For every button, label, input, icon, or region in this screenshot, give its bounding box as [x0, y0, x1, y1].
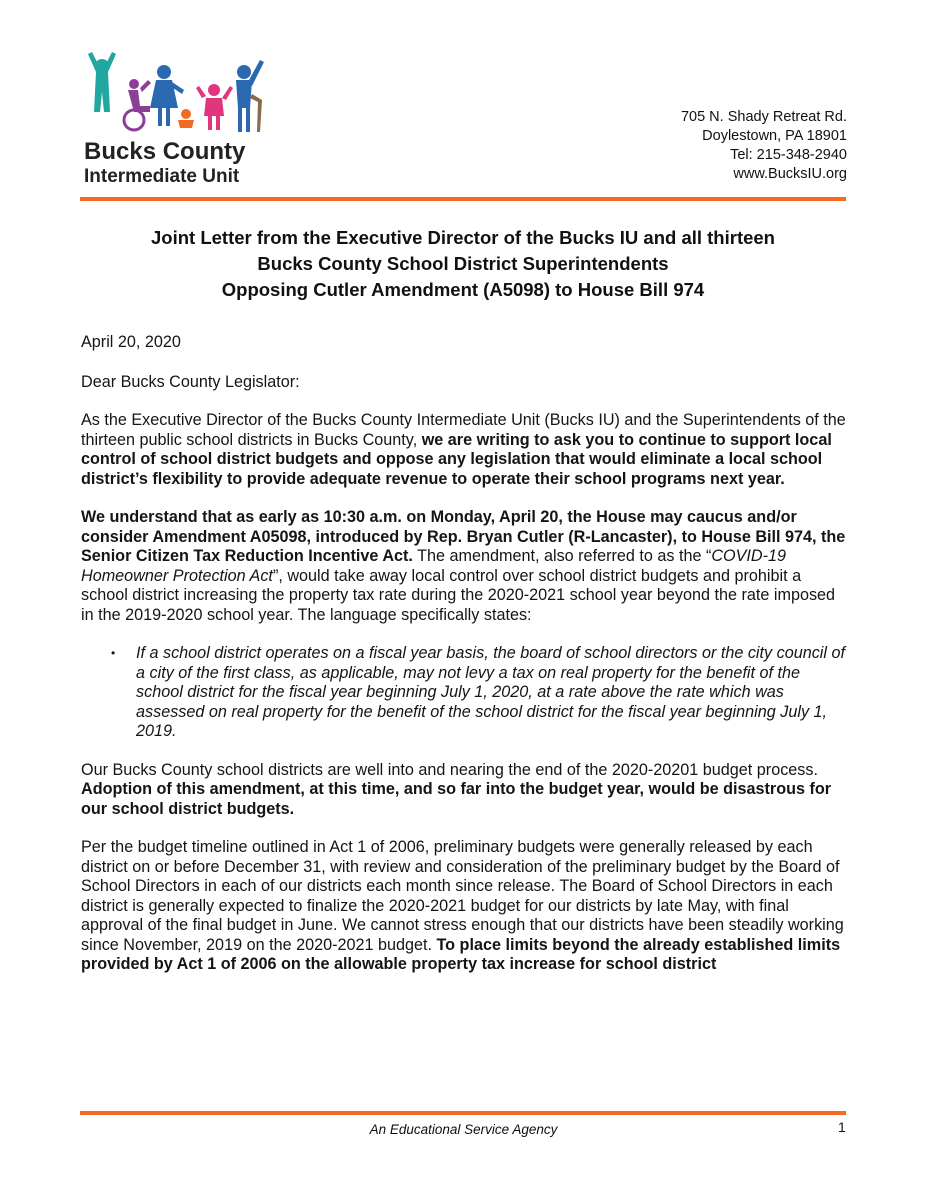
paragraph-3: Our Bucks County school districts are well into and nearing the end of the 2020-20201 budget process. Adoption of this amendment, at this time, and so far into the budget year, would be disastrous for our school district budgets.	[81, 760, 832, 818]
title-line-3: Opposing Cutler Amendment (A5098) to House Bill 974	[221, 279, 705, 300]
address-street: 705 N. Shady Retreat Rd.	[680, 109, 847, 125]
letter-title	[80, 225, 846, 303]
address-block	[681, 108, 847, 184]
title-line-2: Bucks County School District Superintendents	[257, 253, 669, 274]
bullet-icon: •	[111, 646, 116, 660]
paragraph-1: As the Executive Director of the Bucks County Intermediate Unit (Bucks IU) and the Superintendents of the thirteen public school districts in Bucks County, we are writing to ask you to continue to support local control of school district budgets and oppose any legislation that would eliminate a local school district’s flexibility to provide adequate revenue to operate their school programs next year.	[81, 411, 846, 488]
org-name: Bucks County	[84, 138, 246, 165]
header-divider	[80, 197, 846, 201]
footer-tagline: An Educational Service Agency	[369, 1122, 558, 1137]
title-line-1: Joint Letter from the Executive Director of the Bucks IU and all thirteen	[151, 227, 775, 248]
address-web[interactable]: www.BucksIU.org	[733, 166, 847, 182]
letter-body	[81, 333, 851, 994]
org-subtitle: Intermediate Unit	[84, 166, 240, 187]
paragraph-2: We understand that as early as 10:30 a.m. on Monday, April 20, the House may caucus and/or consider Amendment A05098, introduced by Rep. Bryan Cutler (R-Lancaster), to House Bill 974, the Senior Citizen Tax Reduction Incentive Act. The amendment, also referred to as the “COVID-19 Homeowner Protection Act”, would take away local control over school district budgets and prohibit a school district increasing the property tax rate during the 2020-2021 school year beyond the rate imposed in the 2019-2020 school year. The language specifically states:	[81, 508, 846, 624]
footer-divider	[80, 1111, 846, 1115]
quoted-bullet: • If a school district operates on a fiscal year basis, the board of school directors or the city council of a city of the first class, as applicable, may not levy a tax on real property for the benefit of the school district for the fiscal year beginning July 1, 2020, at a rate above the rate which was assessed on real property for the benefit of the school district for the fiscal year beginning July 1, 2019.	[111, 644, 846, 740]
address-city: Doylestown, PA 18901	[702, 128, 847, 144]
paragraph-4: Per the budget timeline outlined in Act 1 of 2006, preliminary budgets were generally released by each district on or before December 31, with review and consideration of the preliminary budget by the Board of School Directors in each of our districts each month since release. The Board of School Directors in each district is generally expected to finalize the 2020-2021 budget for our districts by late May, with final approval of the final budget in June. We cannot stress enough that our districts have been steadily working since November, 2019 on the 2020-2021 budget. To place limits beyond the already established limits provided by Act 1 of 2006 on the allowable property tax increase for school district	[81, 838, 844, 973]
family-figures-logo-icon	[82, 50, 282, 140]
page-number: 1	[838, 1119, 846, 1135]
address-tel: Tel: 215-348-2940	[730, 147, 847, 163]
bucks-iu-logo	[82, 50, 282, 190]
salutation: Dear Bucks County Legislator:	[81, 372, 300, 391]
letter-date: April 20, 2020	[81, 333, 181, 351]
